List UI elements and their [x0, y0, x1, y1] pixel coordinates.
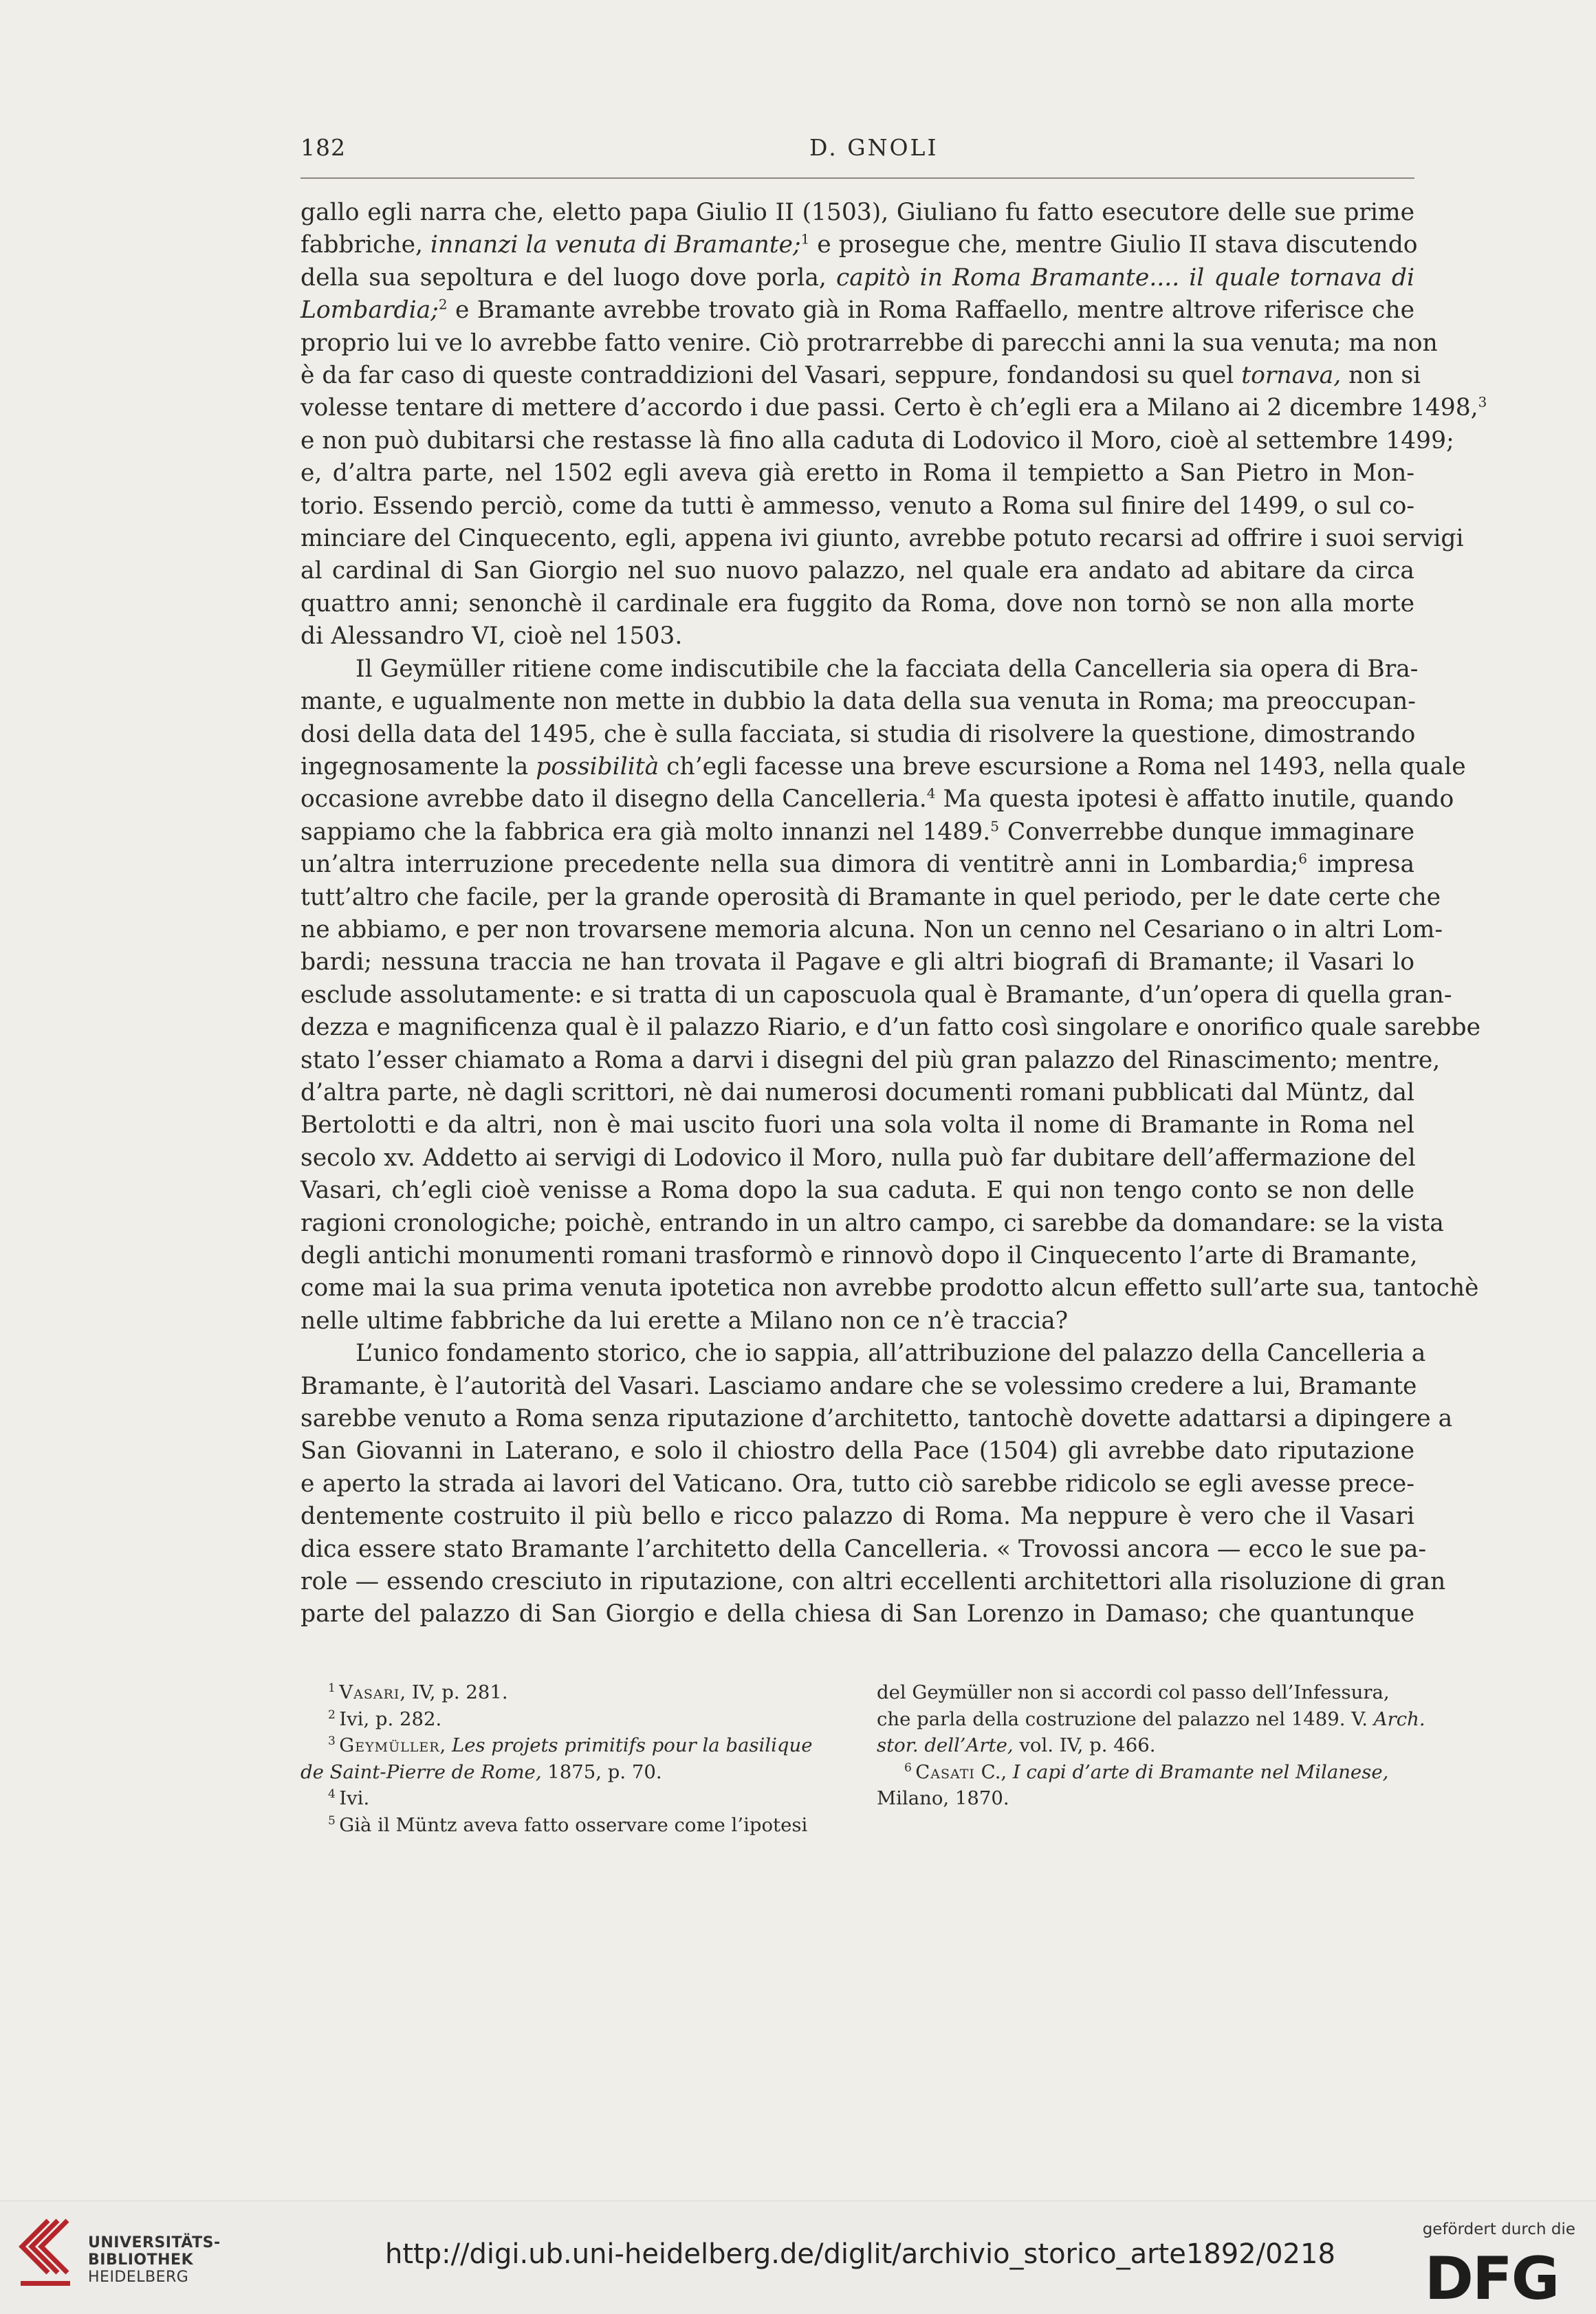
footnote-number: 6	[904, 1760, 916, 1775]
text-line: quattro anni; senonchè il cardinale era fuggito da Roma, dove non tornò se non alla morte	[300, 589, 1414, 618]
svg-text:DFG: DFG	[1424, 2248, 1559, 2304]
italic-text: capitò in Roma Bramante.... il quale tornava di	[835, 263, 1414, 292]
footnote-number: 5	[328, 1813, 340, 1828]
footnote-line: de Saint-Pierre de Rome, 1875, p. 70.	[300, 1760, 662, 1783]
text-line: Bertolotti e da altri, non è mai uscito fuori una sola volta il nome di Bramante in Roma nel	[300, 1111, 1414, 1139]
body-text	[300, 197, 1487, 1631]
footnote-line: $^5$ Già il Müntz aveva fatto osservare come l’ipotesi	[328, 1813, 808, 1836]
footnote-line: $^1$ Vasari, IV, p. 281.	[328, 1681, 508, 1703]
text-line: e non può dubitarsi che restasse là fino alla caduta di Lodovico il Moro, cioè al settembre 1499;	[300, 426, 1454, 455]
text-line: ragioni cronologiche; poichè, entrando in un altro campo, ci sarebbe da domandare: se la vista	[300, 1209, 1444, 1237]
author-name: Geymüller	[339, 1734, 440, 1756]
text-line: parte del palazzo di San Giorgio e della chiesa di San Lorenzo in Damaso; che quantunque	[300, 1600, 1414, 1628]
text-line: tutt’altro che facile, per la grande operosità di Bramante in quel periodo, per le date certe che	[300, 883, 1441, 911]
footnote-ref: 1	[800, 230, 810, 248]
text-line: San Giovanni in Laterano, e solo il chiostro della Pace (1504) gli avrebbe dato riputazione	[300, 1437, 1414, 1465]
footnote-ref: 5	[990, 818, 999, 835]
text-line: è da far caso di queste contraddizioni del Vasari, seppure, fondandosi su quel tornava, non si	[300, 362, 1421, 390]
text-line: ingegnosamente la possibilità ch’egli facesse una breve escursione a Roma nel 1493, nella quale	[300, 752, 1466, 781]
text-line: degli antichi monumenti romani trasformò e rinnovò dopo il Cinquecento l’arte di Bramante,	[300, 1242, 1418, 1269]
text-line: occasione avrebbe dato il disegno della Cancelleria.$^4$ Ma questa ipotesi è affatto inutile, quando	[300, 785, 1454, 814]
italic-text: tornava,	[1241, 362, 1342, 390]
text-line: di Alessandro VI, cioè nel 1503.	[300, 622, 683, 651]
text-line: al cardinal di San Giorgio nel suo nuovo palazzo, nel quale era andato ad abitare da circa	[300, 557, 1414, 585]
text-line: secolo xv. Addetto ai servigi di Lodovico il Moro, nulla può far dubitare dell’affermazione del	[300, 1144, 1416, 1172]
text-line: Lombardia;$^2$ e Bramante avrebbe trovato già in Roma Raffaello, mentre altrove riferisce che	[300, 296, 1414, 325]
footnote-number: 1	[328, 1681, 340, 1695]
italic-text: de Saint-Pierre de Rome,	[300, 1760, 542, 1783]
text-line: volesse tentare di mettere d’accordo i due passi. Certo è ch’egli era a Milano ai 2 dicembre 1498,$^3$	[300, 393, 1487, 422]
text-line: esclude assolutamente: e si tratta di un caposcuola qual è Bramante, d’un’opera di quella gran-	[300, 981, 1452, 1009]
footnote-line: $^4$ Ivi.	[328, 1787, 370, 1809]
text-line: d’altra parte, nè dagli scrittori, nè dai numerosi documenti romani pubblicati dal Müntz, dal	[300, 1078, 1414, 1106]
italic-text: Arch.	[1373, 1707, 1425, 1730]
text-line: Il Geymüller ritiene come indiscutibile che la facciata della Cancelleria sia opera di Bra-	[356, 655, 1419, 683]
footnote-line: Milano, 1870.	[877, 1787, 1009, 1809]
text-line: bardi; nessuna traccia ne han trovata il Pagave e gli altri biografi di Bramante; il Vasari lo	[300, 948, 1414, 976]
text-line: sarebbe venuto a Roma senza riputazione d’architetto, tantochè dovette adattarsi a dipingere a	[300, 1405, 1453, 1433]
library-name-line-2: BIBLIOTHEK	[88, 2251, 194, 2269]
university-library-logo-icon	[15, 2215, 80, 2297]
text-line: stato l’esser chiamato a Roma a darvi i disegni del più gran palazzo del Rinascimento; mentre,	[300, 1046, 1441, 1074]
text-line: torio. Essendo perciò, come da tutti è ammesso, venuto a Roma sul finire del 1499, o sul co-	[300, 492, 1414, 520]
text-line: gallo egli narra che, eletto papa Giulio II (1503), Giuliano fu fatto esecutore delle sue prime	[300, 199, 1414, 226]
text-line: mante, e ugualmente non mette in dubbio la data della sua venuta in Roma; ma preoccupan-	[300, 688, 1416, 716]
page-header	[300, 134, 1414, 168]
footnote-line: che parla della costruzione del palazzo nel 1489. V. Arch.	[877, 1707, 1425, 1730]
text-line: role — essendo cresciuto in riputazione, con altri eccellenti architettori alla risoluzione di gran	[300, 1568, 1446, 1596]
footnote-line: $^6$ Casati C., I capi d’arte di Bramante nel Milanese,	[904, 1760, 1389, 1783]
italic-text: Les projets primitifs pour la basilique	[452, 1734, 813, 1756]
text-line: ne abbiamo, e per non trovarsene memoria alcuna. Non un cenno nel Cesariano o in altri Lom-	[300, 915, 1443, 943]
author-name: Casati	[915, 1760, 975, 1783]
author-name: Vasari	[339, 1681, 400, 1703]
running-title: D. GNOLI	[809, 134, 939, 161]
footnote-line: $^3$ Geymüller, Les projets primitifs pour la basilique	[328, 1734, 813, 1756]
text-line: fabbriche, innanzi la venuta di Bramante;$^1$ e prosegue che, mentre Giulio II stava discutendo	[300, 230, 1418, 259]
footnote-ref: 2	[438, 296, 448, 313]
text-line: dosi della data del 1495, che è sulla facciata, si studia di risolvere la questione, dimostrando	[300, 720, 1416, 748]
text-line: nelle ultime fabbriche da lui erette a Milano non ce n’è traccia?	[300, 1307, 1069, 1335]
text-line: e, d’altra parte, nel 1502 egli aveva già eretto in Roma il tempietto a San Pietro in Mon-	[300, 459, 1414, 488]
text-line: minciare del Cinquecento, egli, appena ivi giunto, avrebbe potuto recarsi ad offrire i suoi servigi	[300, 525, 1464, 553]
text-line: dezza e magnificenza qual è il palazzo Riario, e d’un fatto così singolare e onorifico quale sarebbe	[300, 1014, 1481, 1042]
text-line: e aperto la strada ai lavori del Vaticano. Ora, tutto ciò sarebbe ridicolo se egli avesse prece-	[300, 1470, 1414, 1498]
text-line: Vasari, ch’egli cioè venisse a Roma dopo la sua caduta. E qui non tengo conto se non delle	[300, 1177, 1414, 1205]
page-number: 182	[300, 134, 346, 161]
footnote-line: stor. dell’Arte, vol. IV, p. 466.	[877, 1734, 1156, 1756]
footnote-ref: 6	[1298, 850, 1308, 867]
library-name-line-3: HEIDELBERG	[88, 2269, 189, 2286]
text-line: della sua sepoltura e del luogo dove porla, capitò in Roma Bramante.... il quale tornava di	[300, 263, 1414, 292]
text-line: un’altra interruzione precedente nella sua dimora di ventitrè anni in Lombardia;$^6$ impresa	[300, 850, 1415, 879]
dfg-logo-icon	[1413, 2248, 1570, 2304]
footnote-number: 3	[328, 1734, 340, 1748]
italic-text: innanzi la venuta di Bramante;	[430, 231, 801, 259]
footnote-number: 2	[328, 1707, 340, 1722]
italic-text: I capi d’arte di Bramante nel Milanese,	[1012, 1760, 1389, 1783]
funding-caption: gefördert durch die	[1422, 2220, 1575, 2238]
italic-text: stor. dell’Arte,	[877, 1734, 1014, 1756]
permalink-url[interactable]: http://digi.ub.uni-heidelberg.de/diglit/archivio_storico_arte1892/0218	[385, 2238, 1335, 2270]
text-line: proprio lui ve lo avrebbe fatto venire. Ciò protrarrebbe di parecchi anni la sua venuta; ma non	[300, 329, 1438, 357]
library-name-line-1: UNIVERSITÄTS-	[88, 2234, 221, 2251]
library-name	[88, 2234, 221, 2286]
digitization-footer	[0, 2201, 1596, 2314]
footnotes-right-column	[877, 1679, 1425, 1812]
footnotes-left-column	[300, 1679, 837, 1838]
footnote-ref: 3	[1478, 393, 1487, 411]
text-line: dica essere stato Bramante l’architetto della Cancelleria. « Trovossi ancora — ecco le sue pa-	[300, 1535, 1427, 1563]
text-line: dentemente costruito il più bello e ricco palazzo di Roma. Ma neppure è vero che il Vasari	[300, 1503, 1414, 1531]
footnote-ref: 4	[926, 785, 936, 802]
text-line: sappiamo che la fabbrica era già molto innanzi nel 1489.$^5$ Converrebbe dunque immaginare	[300, 818, 1414, 846]
italic-text: possibilità	[536, 752, 659, 781]
header-rule	[300, 177, 1414, 179]
text-line: come mai la sua prima venuta ipotetica non avrebbe prodotto alcun effetto sull’arte sua, tantochè	[300, 1274, 1479, 1302]
italic-text: Lombardia;	[300, 296, 439, 325]
text-line: Bramante, è l’autorità del Vasari. Lasciamo andare che se volessimo credere a lui, Bramante	[300, 1372, 1417, 1400]
text-line: L’unico fondamento storico, che io sappia, all’attribuzione del palazzo della Cancelleria a	[356, 1340, 1426, 1368]
footnote-line: $^2$ Ivi, p. 282.	[328, 1707, 442, 1730]
footnote-number: 4	[328, 1787, 340, 1801]
footnote-line: del Geymüller non si accordi col passo dell’Infessura,	[877, 1681, 1390, 1703]
